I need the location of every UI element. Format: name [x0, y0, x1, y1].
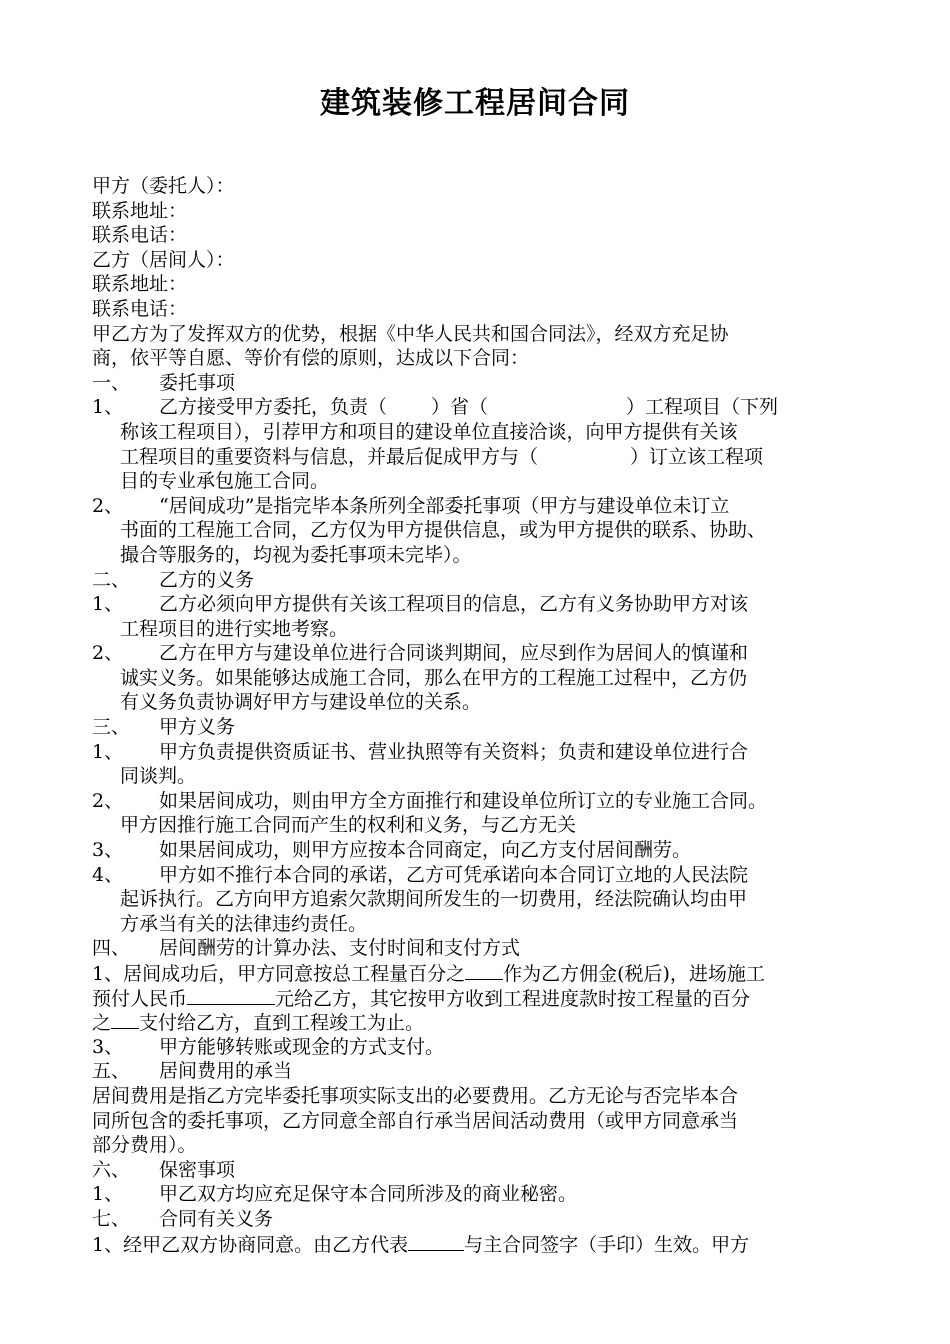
party-b-address: 联系地址：: [92, 273, 188, 296]
clause-line: 4、 甲方如不推行本合同的承诺，乙方可凭承诺向本合同订立地的人民法院: [92, 863, 749, 886]
section-heading: 二、 乙方的义务: [92, 568, 255, 591]
clause-line: 2、 如果居间成功，则由甲方全方面推行和建设单位所订立的专业施工合同。: [92, 789, 768, 812]
clause-line: 1、经甲乙双方协商同意。由乙方代表 与主合同签字（手印）生效。甲方: [92, 1233, 750, 1256]
clause-line: 3、 甲方能够转账或现金的方式支付。: [92, 1035, 445, 1058]
blank-underline: [111, 1010, 139, 1029]
intro-line: 甲乙方为了发挥双方的优势，根据《中华人民共和国合同法》，经双方充足协: [92, 322, 729, 345]
clause-line: 2、 乙方在甲方与建设单位进行合同谈判期间，应尽到作为居间人的慎谨和: [92, 642, 749, 665]
clause-line: 1、居间成功后，甲方同意按总工程量百分之 作为乙方佣金(税后)，进场施工: [92, 963, 765, 985]
section-heading: 一、 委托事项: [92, 371, 236, 394]
party-b-phone: 联系电话：: [92, 297, 188, 320]
clause-line: 工程项目的进行实地考察。: [120, 617, 349, 640]
clause-line: 起诉执行。乙方向甲方追索欠款期间所发生的一切费用，经法院确认均由甲: [120, 888, 748, 911]
paragraph-line: 同所包含的委托事项，乙方同意全部自行承当居间活动费用（或甲方同意承当: [92, 1109, 739, 1132]
clause-line: 撮合等服务的，均视为委托事项未完毕）。: [120, 543, 472, 566]
clause-line: 1、 乙方必须向甲方提供有关该工程项目的信息，乙方有义务协助甲方对该: [92, 593, 749, 616]
clause-line: 同谈判。: [120, 765, 197, 788]
clause-line: 1、 甲乙双方均应充足保守本合同所涉及的商业秘密。: [92, 1183, 578, 1206]
blank-underline: [465, 961, 503, 980]
clause-line: 3、 如果居间成功，则甲方应按本合同商定，向乙方支付居间酬劳。: [92, 839, 692, 862]
party-a-phone: 联系电话：: [92, 224, 188, 247]
contract-body: [92, 174, 882, 1256]
clause-line: 书面的工程施工合同，乙方仅为甲方提供信息，或为甲方提供的联系、协助、: [120, 519, 767, 542]
blank-underline: [408, 1232, 464, 1251]
section-heading: 六、 保密事项: [92, 1158, 236, 1181]
clause-line: 1、 乙方接受甲方委托，负责（ ）省（ ）工程项目（下列: [92, 396, 779, 419]
section-heading: 七、 合同有关义务: [92, 1207, 274, 1230]
clause-line: 目的专业承包施工合同。: [120, 470, 330, 493]
intro-line: 商，依平等自愿、等价有偿的原则，达成以下合同：: [92, 347, 530, 370]
section-heading: 四、 居间酬劳的计算办法、支付时间和支付方式: [92, 937, 521, 960]
clause-line: 预付人民币 元给乙方，其它按甲方收到工程进度款时按工程量的百分: [92, 987, 751, 1010]
clause-line: 2、 “居间成功”是指完毕本条所列全部委托事项（甲方与建设单位未订立: [92, 494, 730, 517]
clause-line: 诚实义务。如果能够达成施工合同，那么在甲方的工程施工过程中，乙方仍: [120, 666, 748, 689]
clause-line: 方承当有关的法律违约责任。: [120, 912, 368, 935]
paragraph-line: 部分费用）。: [92, 1134, 197, 1157]
page-title: 建筑装修工程居间合同: [320, 86, 630, 121]
clause-line: 甲方因推行施工合同而产生的权利和义务，与乙方无关: [120, 814, 577, 837]
paragraph-line: 居间费用是指乙方完毕委托事项实际支出的必要费用。乙方无论与否完毕本合: [92, 1084, 739, 1107]
clause-line: 有义务负责协调好甲方与建设单位的关系。: [120, 691, 482, 714]
party-b-label: 乙方（居间人）：: [92, 248, 235, 271]
clause-line: 工程项目的重要资料与信息，并最后促成甲方与（ ）订立该工程项: [120, 445, 764, 468]
clause-line: 称该工程项目），引荐甲方和项目的建设单位直接洽谈，向甲方提供有关该: [120, 420, 738, 443]
section-heading: 三、 甲方义务: [92, 716, 236, 739]
clause-line: 1、 甲方负责提供资质证书、营业执照等有关资料；负责和建设单位进行合: [92, 740, 749, 763]
section-heading: 五、 居间费用的承当: [92, 1060, 293, 1083]
clause-line: 之 支付给乙方，直到工程竣工为止。: [92, 1012, 425, 1035]
blank-underline: [187, 986, 275, 1005]
party-a-address: 联系地址：: [92, 199, 188, 222]
party-a-label: 甲方（委托人）：: [92, 175, 235, 197]
